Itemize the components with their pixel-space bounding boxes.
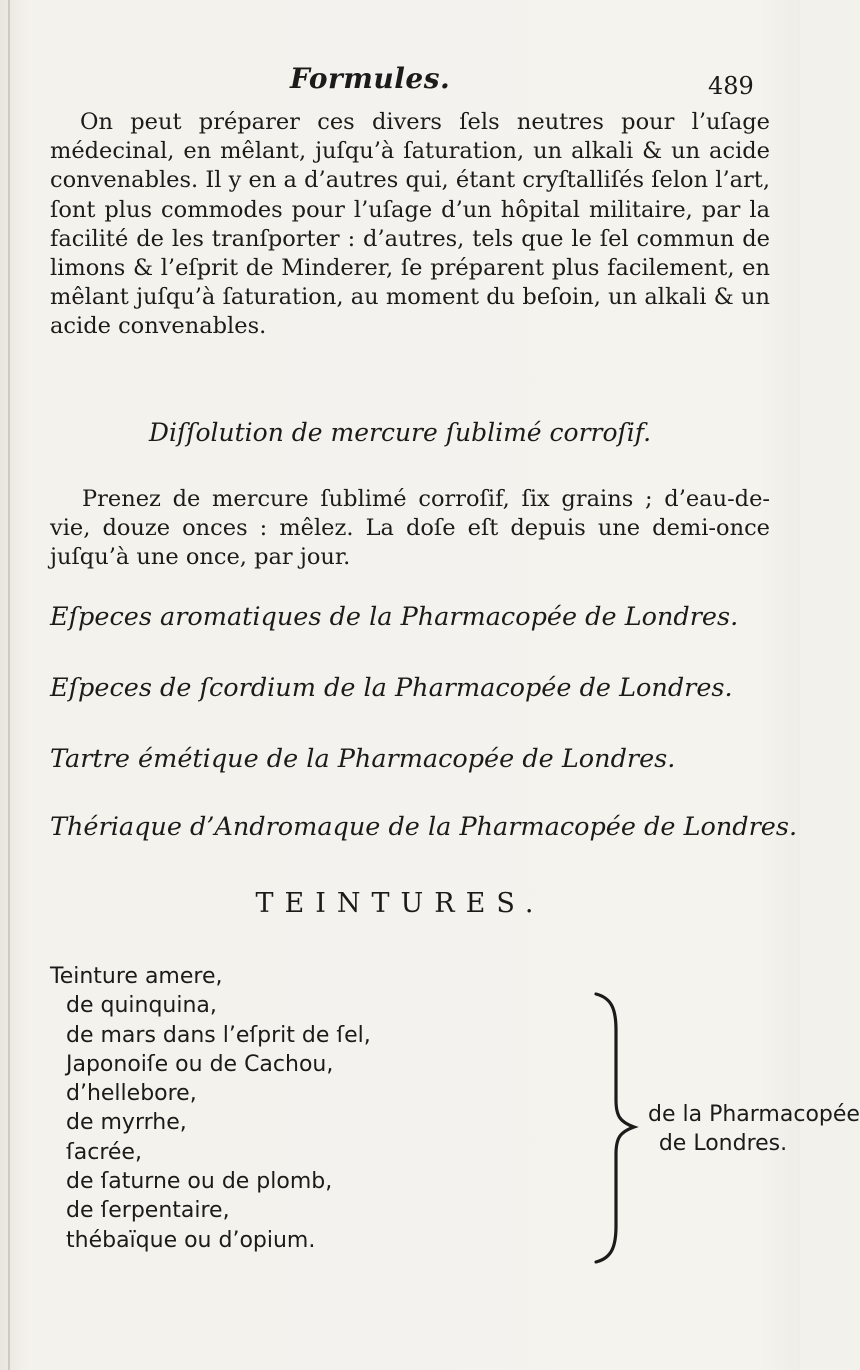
tincture-item: de mars dans l’eſprit de ſel, (66, 1022, 371, 1048)
section-title-teintures: TEINTURES. (255, 888, 545, 919)
tincture-item: de ſaturne ou de plomb, (66, 1169, 333, 1195)
heading-especes-scordium: Eſpeces de ſcordium de la Pharmacopée de Londres. (50, 673, 733, 703)
tincture-item: ſacrée, (66, 1139, 142, 1165)
page-header (0, 62, 800, 102)
tincture-list (50, 962, 371, 1255)
tincture-item: Teinture amere, (50, 964, 223, 989)
binding-edge (8, 0, 10, 1370)
bracket-note-line: de Londres. (658, 1131, 788, 1156)
dissolution-heading: Diſſolution de mercure ſublimé corroſif. (148, 418, 652, 447)
heading-tartre-emetique: Tartre émétique de la Pharmacopée de Londres. (50, 744, 676, 774)
tincture-item: de myrrhe, (66, 1110, 187, 1136)
bracket-note-line: de la Pharmacopée (648, 1102, 860, 1127)
page-number: 489 (708, 72, 754, 100)
tincture-item: de ſerpentaire, (66, 1198, 230, 1224)
tincture-item: de quinquina, (66, 993, 217, 1019)
heading-especes-aromatiques: Eſpeces aromatiques de la Pharmacopée de Londres. (50, 602, 739, 632)
bracket-note (648, 1100, 860, 1158)
dissolution-paragraph: Prenez de mercure ſublimé corroſif, ſix grains ; d’eau-de-vie, douze onces : mêlez. La doſe eſt depuis une demi-once juſqu’à une once, par jour. (50, 486, 770, 571)
tincture-item: Japonoiſe ou de Cachou, (66, 1051, 334, 1077)
tincture-item: thébaïque ou d’opium. (66, 1227, 316, 1253)
curly-brace-icon (590, 990, 638, 1265)
running-title: Formules. (290, 62, 451, 95)
tincture-item: d’hellebore, (66, 1081, 197, 1107)
heading-theriaque: Thériaque d’Andromaque de la Pharmacopée de Londres. (50, 812, 798, 842)
intro-paragraph: On peut préparer ces divers ſels neutres pour l’uſage médecinal, en mêlant, juſqu’à ſaturation, un alkali & un acide convenables. Il y en a d’autres qui, étant cryſtalliſés ſelon l’art, ſont plus commodes pour l’uſage d’un hôpital militaire, par la facilité de les tranſporter : d’autres, tels que le ſel commun de limons & l’eſprit de Minderer, ſe préparent plus facilement, en mêlant juſqu’à ſaturation, au moment du beſoin, un alkali & un acide convenables. (50, 109, 770, 340)
